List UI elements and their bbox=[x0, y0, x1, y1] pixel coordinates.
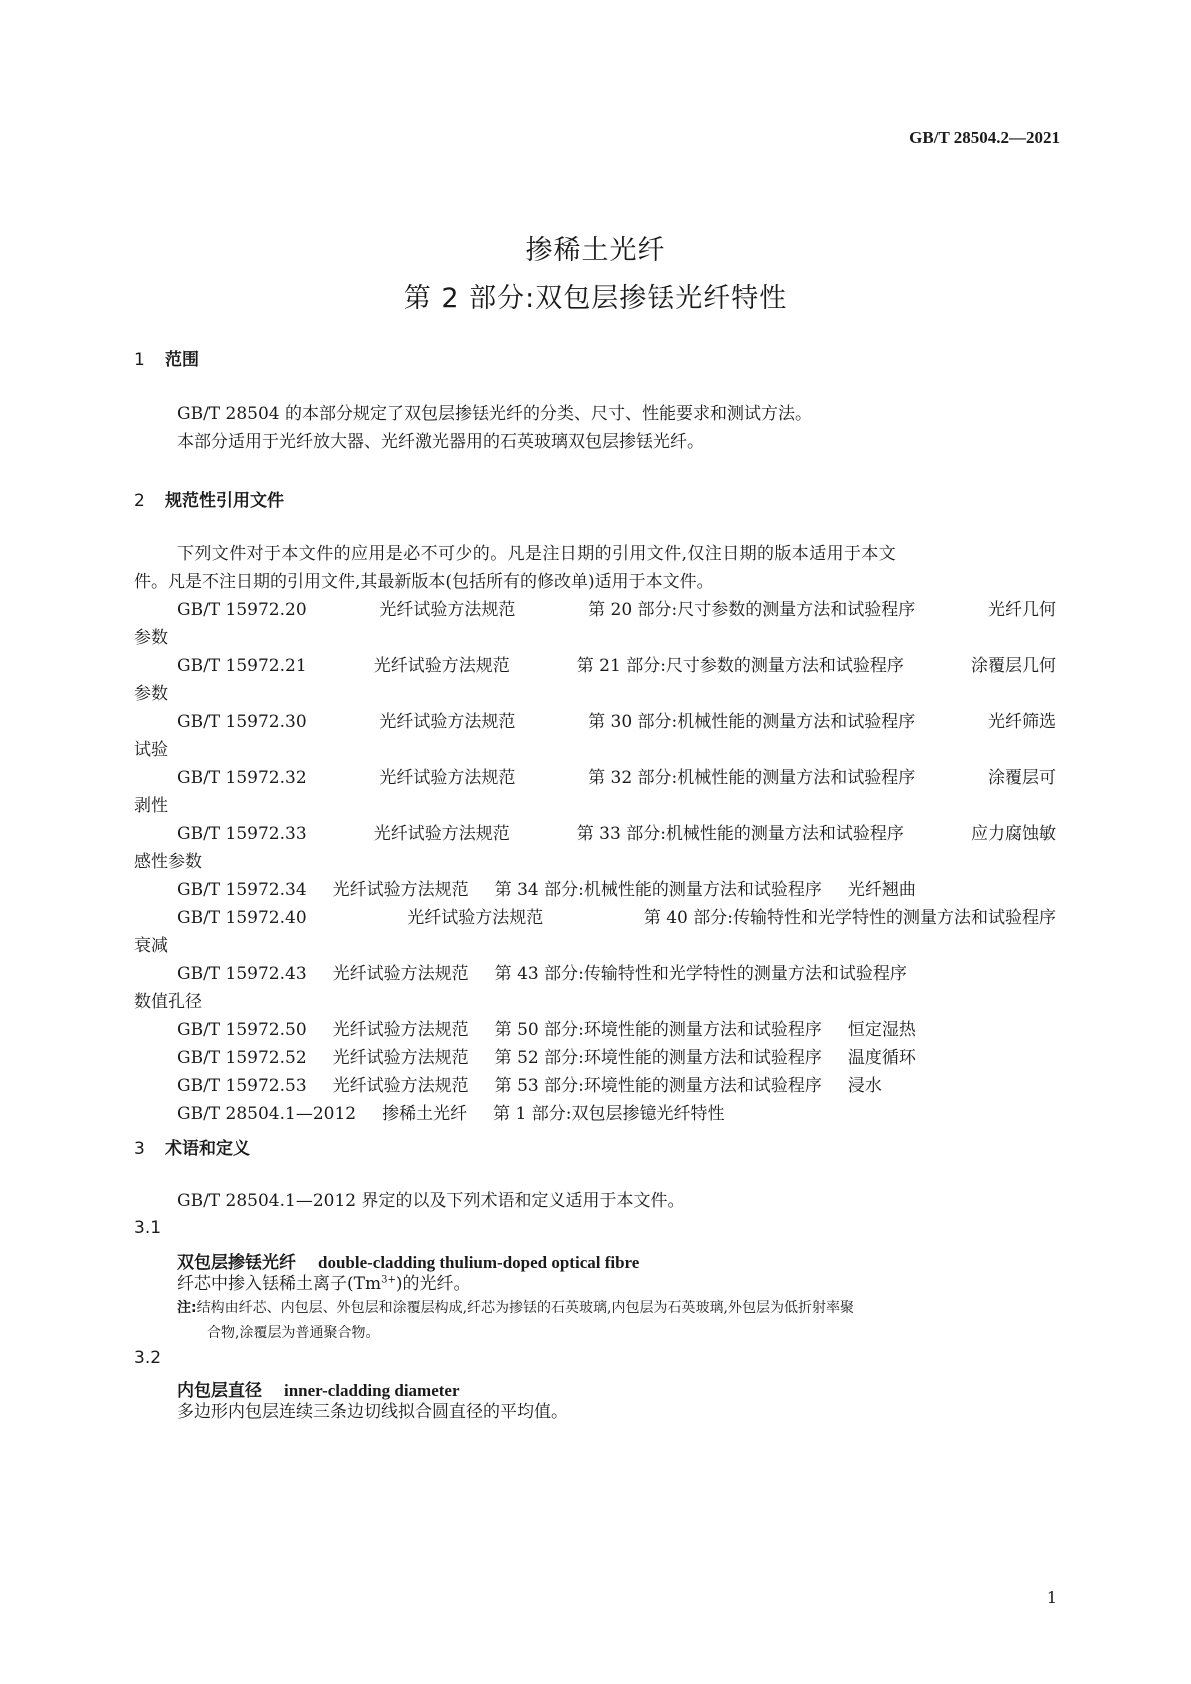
term-en: inner-cladding diameter bbox=[284, 1381, 460, 1400]
term-number: 3.2 bbox=[134, 1348, 162, 1368]
reference-item: GB/T 15972.21 光纤试验方法规范 第 21 部分:尺寸参数的测量方法和试验程序 涂覆层几何 bbox=[177, 656, 1056, 676]
reference-item-continuation: 参数 bbox=[134, 684, 168, 704]
section-3-heading bbox=[134, 1134, 250, 1159]
intro-line: 件。凡是不注日期的引用文件,其最新版本(包括所有的修改单)适用于本文件。 bbox=[134, 572, 714, 592]
reference-item-continuation: 试验 bbox=[134, 740, 168, 760]
term-en: double-cladding thulium-doped optical fibre bbox=[318, 1253, 640, 1272]
section-2-heading bbox=[134, 486, 284, 511]
reference-item-continuation: 衰减 bbox=[134, 936, 168, 956]
section-title: 范围 bbox=[165, 350, 199, 370]
note-label: 注: bbox=[177, 1300, 197, 1316]
reference-item: GB/T 15972.20 光纤试验方法规范 第 20 部分:尺寸参数的测量方法和试验程序 光纤几何 bbox=[177, 600, 1056, 620]
note-text: 合物,涂覆层为普通聚合物。 bbox=[207, 1325, 380, 1341]
intro-line: 下列文件对于本文件的应用是必不可少的。凡是注日期的引用文件,仅注日期的版本适用于本文 bbox=[177, 544, 897, 564]
section-title: 规范性引用文件 bbox=[165, 491, 284, 511]
reference-item: GB/T 15972.43 光纤试验方法规范 第 43 部分:传输特性和光学特性的测量方法和试验程序 bbox=[177, 964, 907, 984]
term-definition: 多边形内包层连续三条边切线拟合圆直径的平均值。 bbox=[177, 1402, 568, 1422]
reference-item-continuation: 参数 bbox=[134, 628, 168, 648]
scope-paragraph-2: 本部分适用于光纤放大器、光纤激光器用的石英玻璃双包层掺铥光纤。 bbox=[177, 432, 704, 452]
reference-item: GB/T 15972.40 光纤试验方法规范 第 40 部分:传输特性和光学特性的测量方法和试验程序 bbox=[177, 908, 1056, 928]
note-text: 结构由纤芯、内包层、外包层和涂覆层构成,纤芯为掺铥的石英玻璃,内包层为石英玻璃,外包层为低折射率聚 bbox=[196, 1300, 854, 1316]
reference-item-continuation: 数值孔径 bbox=[134, 992, 202, 1012]
reference-item: GB/T 15972.33 光纤试验方法规范 第 33 部分:机械性能的测量方法和试验程序 应力腐蚀敏 bbox=[177, 824, 1056, 844]
term-note bbox=[177, 1296, 1057, 1346]
term-zh: 内包层直径 bbox=[177, 1381, 262, 1401]
section-number: 3 bbox=[134, 1139, 145, 1159]
reference-item: GB/T 15972.30 光纤试验方法规范 第 30 部分:机械性能的测量方法和试验程序 光纤筛选 bbox=[177, 712, 1056, 732]
section-1-heading bbox=[134, 345, 199, 370]
section-number: 2 bbox=[134, 491, 145, 511]
term-definition: 纤芯中掺入铥稀土离子$(Tm^{3+})$的光纤。 bbox=[177, 1274, 471, 1294]
reference-item: GB/T 15972.53 光纤试验方法规范 第 53 部分:环境性能的测量方法和试验程序 浸水 bbox=[177, 1076, 882, 1096]
reference-item: GB/T 15972.52 光纤试验方法规范 第 52 部分:环境性能的测量方法和试验程序 温度循环 bbox=[177, 1048, 916, 1068]
page-number: 1 bbox=[1046, 1588, 1057, 1607]
term-zh: 双包层掺铥光纤 bbox=[177, 1253, 296, 1273]
section-number: 1 bbox=[134, 350, 145, 370]
reference-item: GB/T 15972.34 光纤试验方法规范 第 34 部分:机械性能的测量方法和试验程序 光纤翘曲 bbox=[177, 880, 916, 900]
standard-code: GB/T 28504.2—2021 bbox=[909, 128, 1060, 147]
reference-item-continuation: 剥性 bbox=[134, 796, 168, 816]
term-number: 3.1 bbox=[134, 1218, 162, 1238]
section-title: 术语和定义 bbox=[165, 1139, 250, 1159]
terms-intro: GB/T 28504.1—2012 界定的以及下列术语和定义适用于本文件。 bbox=[177, 1191, 685, 1211]
reference-list bbox=[134, 596, 1056, 1128]
reference-item-continuation: 感性参数 bbox=[134, 852, 202, 872]
reference-item: GB/T 15972.50 光纤试验方法规范 第 50 部分:环境性能的测量方法和试验程序 恒定湿热 bbox=[177, 1020, 916, 1040]
reference-item: GB/T 28504.1—2012 掺稀土光纤 第 1 部分:双包层掺镱光纤特性 bbox=[177, 1104, 725, 1124]
scope-paragraph-1: GB/T 28504 的本部分规定了双包层掺铥光纤的分类、尺寸、性能要求和测试方法。 bbox=[177, 404, 813, 424]
document-title-line2: 第 2 部分:双包层掺铥光纤特性 bbox=[403, 283, 788, 314]
references-intro bbox=[134, 540, 1056, 596]
document-title-line1: 掺稀土光纤 bbox=[525, 235, 666, 266]
reference-item: GB/T 15972.32 光纤试验方法规范 第 32 部分:机械性能的测量方法和试验程序 涂覆层可 bbox=[177, 768, 1056, 788]
